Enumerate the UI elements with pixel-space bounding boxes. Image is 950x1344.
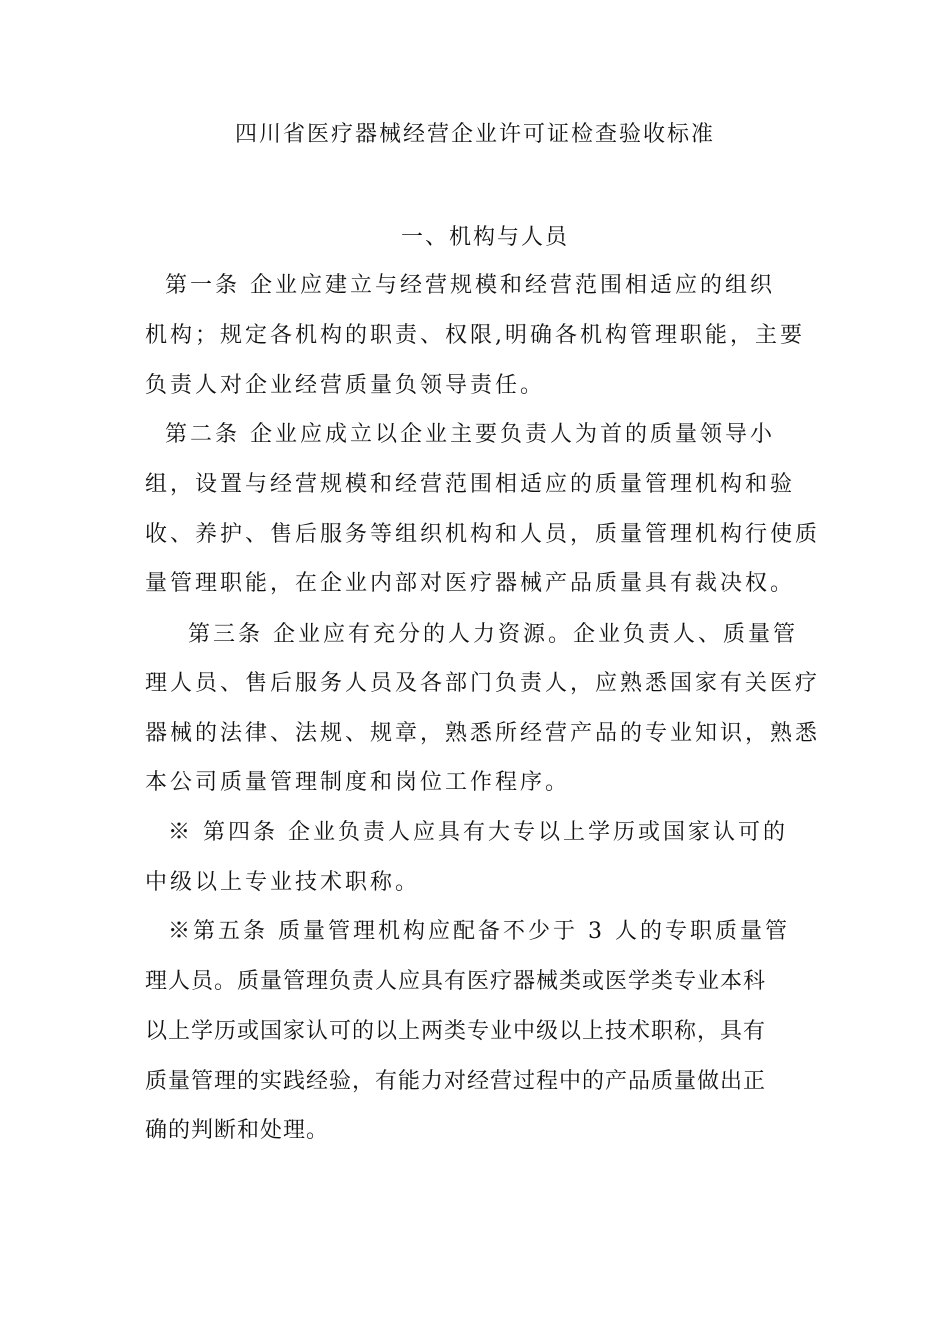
paragraph-line: 第三条 企业应有充分的人力资源。企业负责人、质量管 xyxy=(188,622,798,647)
paragraph-line: 第一条 企业应建立与经营规模和经营范围相适应的组织 xyxy=(165,273,775,298)
section-heading: 一、机构与人员 xyxy=(400,225,569,250)
paragraph-line: ※第五条 质量管理机构应配备不少于 3 人的专职质量管 xyxy=(168,919,790,944)
paragraph-line: 中级以上专业技术职称。 xyxy=(145,870,421,895)
paragraph-line: 量管理职能，在企业内部对医疗器械产品质量具有裁决权。 xyxy=(145,571,796,596)
paragraph-line: 收、养护、售后服务等组织机构和人员，质量管理机构行使质 xyxy=(145,522,821,547)
paragraph-line: 本公司质量管理制度和岗位工作程序。 xyxy=(145,770,571,795)
paragraph-line: 第二条 企业应成立以企业主要负责人为首的质量领导小 xyxy=(165,422,775,447)
paragraph-line: 确的判断和处理。 xyxy=(145,1118,330,1143)
paragraph-line: 理人员。质量管理负责人应具有医疗器械类或医学类专业本科 xyxy=(145,969,767,994)
paragraph-line: 负责人对企业经营质量负领导责任。 xyxy=(145,373,546,398)
document-title: 四川省医疗器械经营企业许可证检查验收标准 xyxy=(234,122,715,147)
paragraph-line: 质量管理的实践经验，有能力对经营过程中的产品质量做出正 xyxy=(145,1069,767,1094)
paragraph-line: ※ 第四条 企业负责人应具有大专以上学历或国家认可的 xyxy=(168,820,788,845)
paragraph-line: 理人员、售后服务人员及各部门负责人，应熟悉国家有关医疗 xyxy=(145,671,821,696)
paragraph-line: 组，设置与经营规模和经营范围相适应的质量管理机构和验 xyxy=(145,472,796,497)
paragraph-line: 以上学历或国家认可的以上两类专业中级以上技术职称，具有 xyxy=(145,1019,767,1044)
paragraph-line: 机构；规定各机构的职责、权限,明确各机构管理职能，主要 xyxy=(145,323,805,348)
paragraph-line: 器械的法律、法规、规章，熟悉所经营产品的专业知识，熟悉 xyxy=(145,721,821,746)
